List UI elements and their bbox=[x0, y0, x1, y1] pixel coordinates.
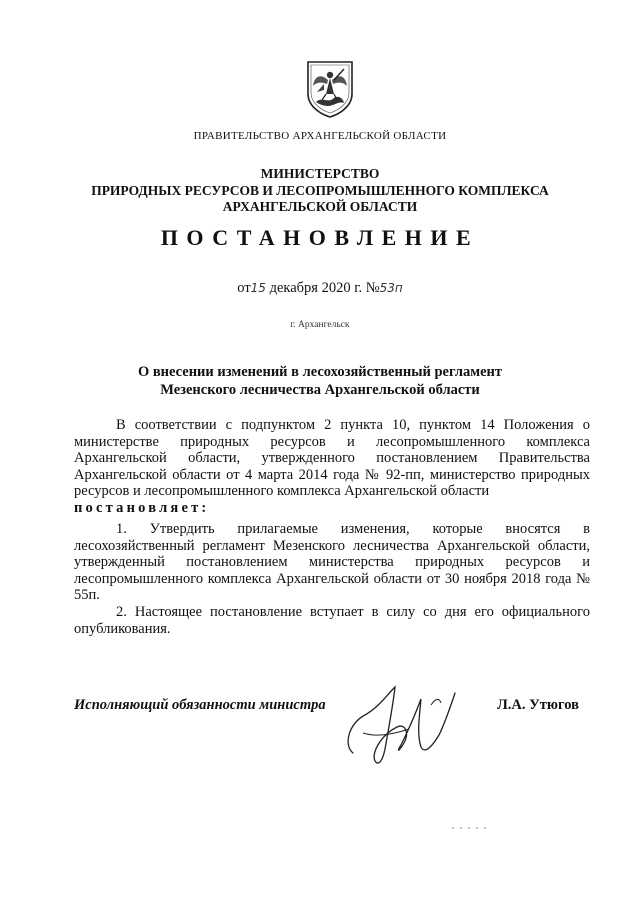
handwritten-number: 53п bbox=[379, 281, 403, 295]
signatory-position: Исполняющий обязанности министра bbox=[74, 697, 326, 713]
ministry-line: МИНИСТЕРСТВО bbox=[260, 166, 380, 181]
date-prefix: от bbox=[237, 280, 251, 296]
coat-of-arms-icon bbox=[304, 60, 356, 118]
handwritten-day: 15 bbox=[250, 281, 266, 295]
preamble-paragraph: В соответствии с подпунктом 2 пункта 10, пунктом 14 Положения о министерстве природных ресурсов и лесопромышленного комплекса Архангельской области, утвержденного постановлением Правительства Архангельской области от 4 марта 2014 года № 92-пп, министерство природных ресурсов и лесопромышленного комплекса Архангельской области bbox=[74, 417, 590, 499]
item-2-paragraph: 2. Настоящее постановление вступает в силу со дня его официального опубликования. bbox=[74, 604, 590, 637]
scan-speckle bbox=[450, 825, 490, 831]
number-sign: № bbox=[365, 280, 380, 296]
date-month-year: декабря 2020 г. bbox=[269, 280, 363, 296]
ministry-name bbox=[0, 166, 640, 216]
document-type: ПОСТАНОВЛЕНИЕ bbox=[160, 225, 480, 250]
signatory-name: Л.А. Утюгов bbox=[497, 697, 579, 713]
city: г. Архангельск bbox=[290, 320, 350, 330]
ministry-line: АРХАНГЕЛЬСКОЙ ОБЛАСТИ bbox=[222, 199, 418, 214]
handwritten-signature bbox=[335, 675, 475, 775]
ministry-line: ПРИРОДНЫХ РЕСУРСОВ И ЛЕСОПРОМЫШЛЕННОГО КОМПЛЕКСА bbox=[91, 182, 549, 198]
resolves-word: постановляет: bbox=[74, 500, 210, 516]
subject-line: О внесении изменений в лесохозяйственный регламент bbox=[137, 364, 503, 380]
date-line bbox=[0, 280, 640, 297]
government-name: ПРАВИТЕЛЬСТВО АРХАНГЕЛЬСКОЙ ОБЛАСТИ bbox=[193, 130, 447, 142]
document-subject bbox=[0, 363, 640, 399]
subject-line: Мезенского лесничества Архангельской области bbox=[160, 382, 480, 398]
item-1-paragraph: 1. Утвердить прилагаемые изменения, которые вносятся в лесохозяйственный регламент Мезенского лесничества Архангельской области, утвержденный постановлением министерства природных ресурсов и лесопромышленного комплекса Архангельской области от 30 ноября 2018 года № 55п. bbox=[74, 521, 590, 603]
